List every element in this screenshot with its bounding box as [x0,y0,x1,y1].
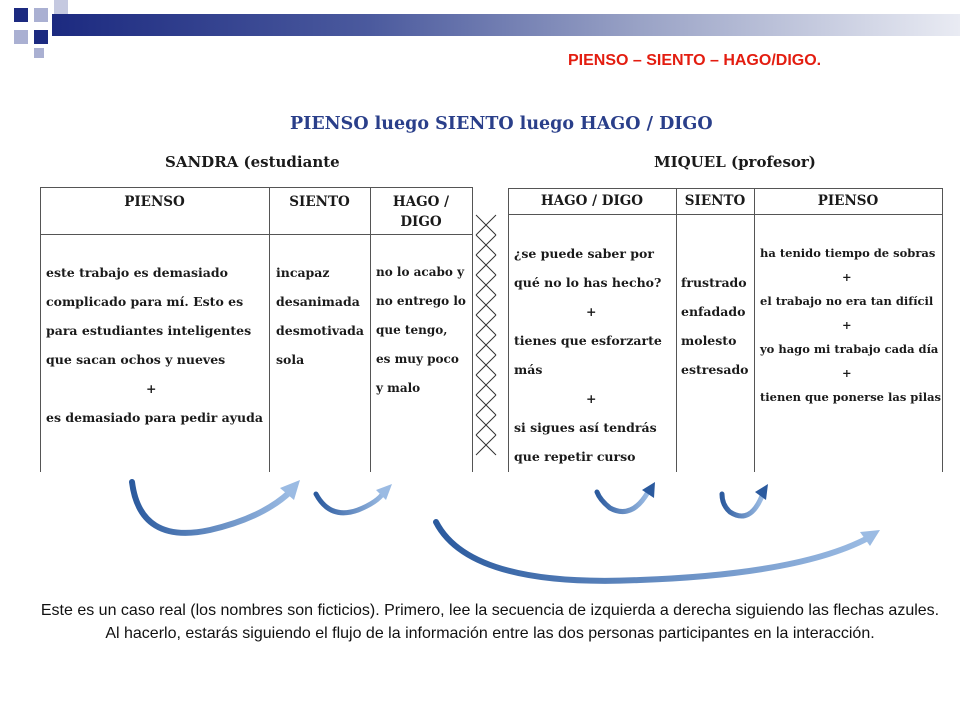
divider-crosshatch [476,215,496,455]
left-subtitle: SANDRA (estudiante [165,153,340,171]
cell-line: tienes que esforzarte [514,333,662,348]
cell-line: que repetir curso [514,449,636,464]
arrow-sandra-to-miquel [436,522,880,581]
arrow-sandra-siento-to-hago [316,484,392,513]
figure-title: PIENSO luego SIENTO luego HAGO / DIGO [290,114,713,134]
cell-line: yo hago mi trabajo cada día [760,342,939,356]
cell-line: + [586,391,597,406]
cell-line: si sigues así tendrás [514,420,657,435]
cell-line: tienen que ponerse las pilas [760,390,942,404]
arrow-miquel-siento-to-hago [597,482,655,512]
header-pienso-right: PIENSO [817,193,879,209]
header-hago-line: DIGO [400,214,442,230]
header-hago-right: HAGO / DIGO [540,193,644,209]
cell-line: ha tenido tiempo de sobras [760,246,936,260]
cell-line: ¿se puede saber por [514,246,654,261]
cell-line: + [842,318,852,332]
explanation-caption: Este es un caso real (los nombres son ficticios). Primero, lee la secuencia de izquierda a derecha siguiendo las flechas azules. Al hacerlo, estarás siguiendo el flujo de la información entre las dos personas participantes en la interacción. [40,602,940,642]
cell-line: estresado [681,362,749,377]
header-siento-right: SIENTO [684,193,746,209]
cell-line: + [586,304,597,319]
header-hago-line: HAGO / [392,194,450,210]
cell-line: este trabajo es demasiado [46,265,228,280]
cell-line: es muy poco [376,352,459,366]
cell-line: complicado para mí. Esto es [46,294,244,309]
cell-line: qué no lo has hecho? [514,275,662,290]
cell-line: para estudiantes inteligentes [46,323,252,338]
slide-title: PIENSO – SIENTO – HAGO/DIGO. [568,52,822,69]
cell-line: no entrego lo [376,294,466,308]
cell-line: es demasiado para pedir ayuda [46,410,263,425]
arrow-miquel-pienso-to-siento [722,484,768,516]
cell-line: más [514,362,543,377]
cell-line: + [842,366,852,380]
cell-line: + [842,270,852,284]
cell-line: que sacan ochos y nueves [46,352,226,367]
cell-line: + [146,381,157,396]
cell-line: frustrado [681,275,747,290]
cell-line: no lo acabo y [376,265,465,279]
cell-line: molesto [681,333,737,348]
cell-line: desmotivada [276,323,365,338]
cell-line: sola [276,352,305,367]
cell-line: que tengo, [376,323,448,337]
cell-line: incapaz [276,265,330,280]
header-siento-left: SIENTO [289,194,350,210]
cell-line: desanimada [276,294,360,309]
cell-line: el trabajo no era tan difícil [760,294,934,308]
right-subtitle: MIQUEL (profesor) [654,153,816,171]
arrow-sandra-pienso-to-siento [132,480,300,533]
cell-line: enfadado [681,304,746,319]
header-pienso-left: PIENSO [124,194,185,210]
cell-line: y malo [376,381,421,395]
